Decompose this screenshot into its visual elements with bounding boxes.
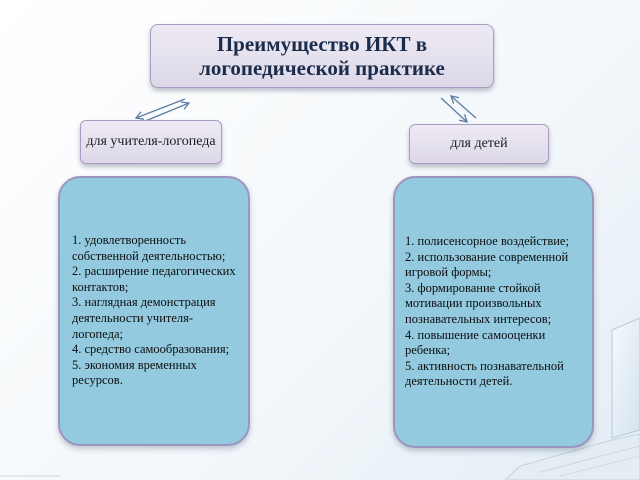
list-item: 5. активность познавательной деятельности детей. <box>405 358 564 389</box>
list-item: 1. полисенсорное воздействие; <box>405 234 569 249</box>
arrow-title-to-children <box>441 98 467 122</box>
list-item: 1. удовлетворенность собственной деятельностью; <box>72 233 226 263</box>
arrow-children-to-title <box>451 96 476 118</box>
list-item: 4. повышение самооценки ребенка; <box>405 327 546 358</box>
list-item: 4. средство самообразования; <box>72 342 230 357</box>
list-item: 2. расширение педагогических контактов; <box>72 264 236 294</box>
list-item: 5. экономия временных ресурсов. <box>72 357 197 388</box>
teacher-benefits-list <box>58 176 250 446</box>
teacher-category-box <box>80 120 222 164</box>
children-category-box <box>409 124 549 164</box>
list-item: 2. использование современной игровой формы; <box>405 249 569 280</box>
children-category-label: для детей <box>450 136 508 151</box>
diagram-title: Преимущество ИКТ в логопедической практике <box>199 32 445 80</box>
title-box <box>150 24 494 88</box>
list-item: 3. наглядная демонстрация деятельности учителя-логопеда; <box>72 295 216 341</box>
children-benefits-list <box>393 176 594 448</box>
teacher-category-label: для учителя-логопеда <box>86 134 216 149</box>
list-item: 3. формирование стойкой мотивации произвольных познавательных интересов; <box>405 280 552 326</box>
